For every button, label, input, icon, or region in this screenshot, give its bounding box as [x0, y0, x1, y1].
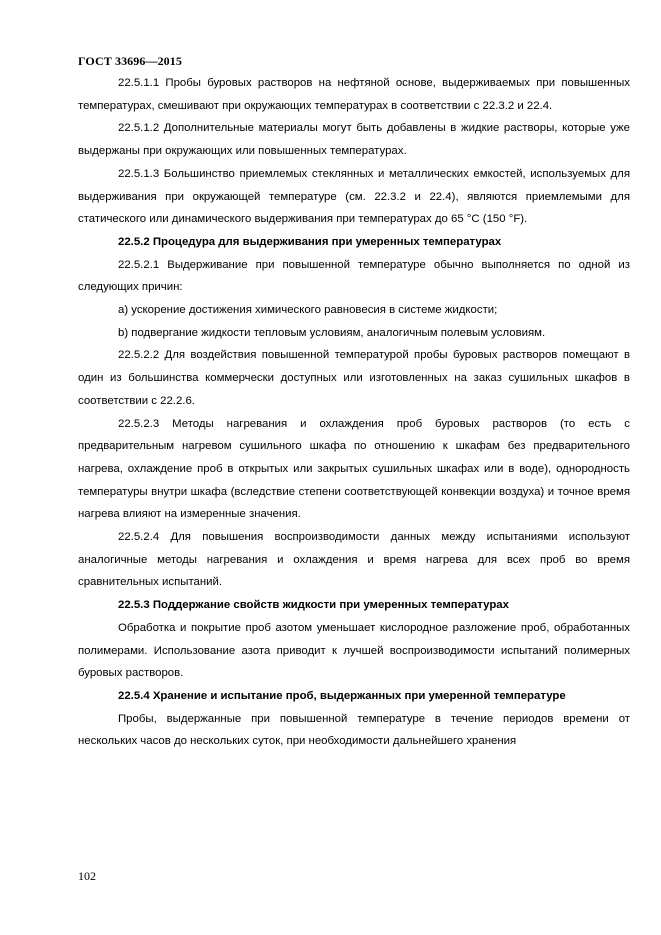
- page-number: 102: [78, 869, 96, 883]
- section-heading-22-5-3: 22.5.3 Поддержание свойств жидкости при умеренных температурах: [118, 599, 509, 612]
- paragraph-22-5-1-1: 22.5.1.1 Пробы буровых растворов на нефтяной основе, выдерживаемых при повышенных температурах, смешивают при окружающих температурах в соответствии с 22.3.2 и 22.4.: [78, 77, 630, 112]
- section-heading-22-5-4: 22.5.4 Хранение и испытание проб, выдержанных при умеренной температуре: [118, 689, 566, 702]
- list-item-b: b) подвергание жидкости тепловым условиям, аналогичным полевым условиям.: [118, 326, 546, 339]
- paragraph-22-5-3-body: Обработка и покрытие проб азотом уменьшает кислородное разложение проб, обработанных полимерами. Использование азота приводит к лучшей воспроизводимости испытаний полимерных буровых растворов.: [78, 621, 630, 680]
- paragraph-22-5-2-1: 22.5.2.1 Выдерживание при повышенной температуре обычно выполняется по одной из следующих причин:: [78, 258, 630, 294]
- list-item-a: а) ускорение достижения химического равновесия в системе жидкости;: [118, 304, 498, 317]
- paragraph-22-5-2-3: 22.5.2.3 Методы нагревания и охлаждения проб буровых растворов (то есть с предварительным нагревом сушильного шкафа по отношению к шкафам без предварительного нагрева, охлаждение проб в открытых или закрытых сушильных шкафах или в воде), однородность температуры внутри шкафа (вследствие степени соответствующей конвекции воздуха) и точное время нагрева влияют на измеренные значения.: [78, 417, 630, 521]
- document-body: [78, 72, 630, 753]
- document-header: ГОСТ 33696—2015: [78, 54, 182, 68]
- paragraph-22-5-1-3: 22.5.1.3 Большинство приемлемых стеклянных и металлических емкостей, используемых для выдерживания при окружающей температуре (см. 22.3.2 и 22.4), являются приемлемыми для статического или динамического выдерживания при температурах до 65 °С (150 °F).: [78, 167, 630, 226]
- paragraph-22-5-4-body: Пробы, выдержанные при повышенной температуре в течение периодов времени от нескольких часов до нескольких суток, при необходимости дальнейшего хранения: [78, 712, 630, 748]
- paragraph-22-5-2-2: 22.5.2.2 Для воздействия повышенной температурой пробы буровых растворов помещают в один из большинства коммерчески доступных или изготовленных на заказ сушильных шкафов в соответствии с 22.2.6.: [78, 349, 630, 407]
- section-heading-22-5-2: 22.5.2 Процедура для выдерживания при умеренных температурах: [118, 235, 502, 248]
- paragraph-22-5-2-4: 22.5.2.4 Для повышения воспроизводимости данных между испытаниями используют аналогичные методы нагревания и охлаждения и время нагрева для всех проб во время сравнительных испытаний.: [78, 531, 630, 589]
- paragraph-22-5-1-2: 22.5.1.2 Дополнительные материалы могут быть добавлены в жидкие растворы, которые уже выдержаны при окружающих или повышенных температурах.: [78, 122, 630, 158]
